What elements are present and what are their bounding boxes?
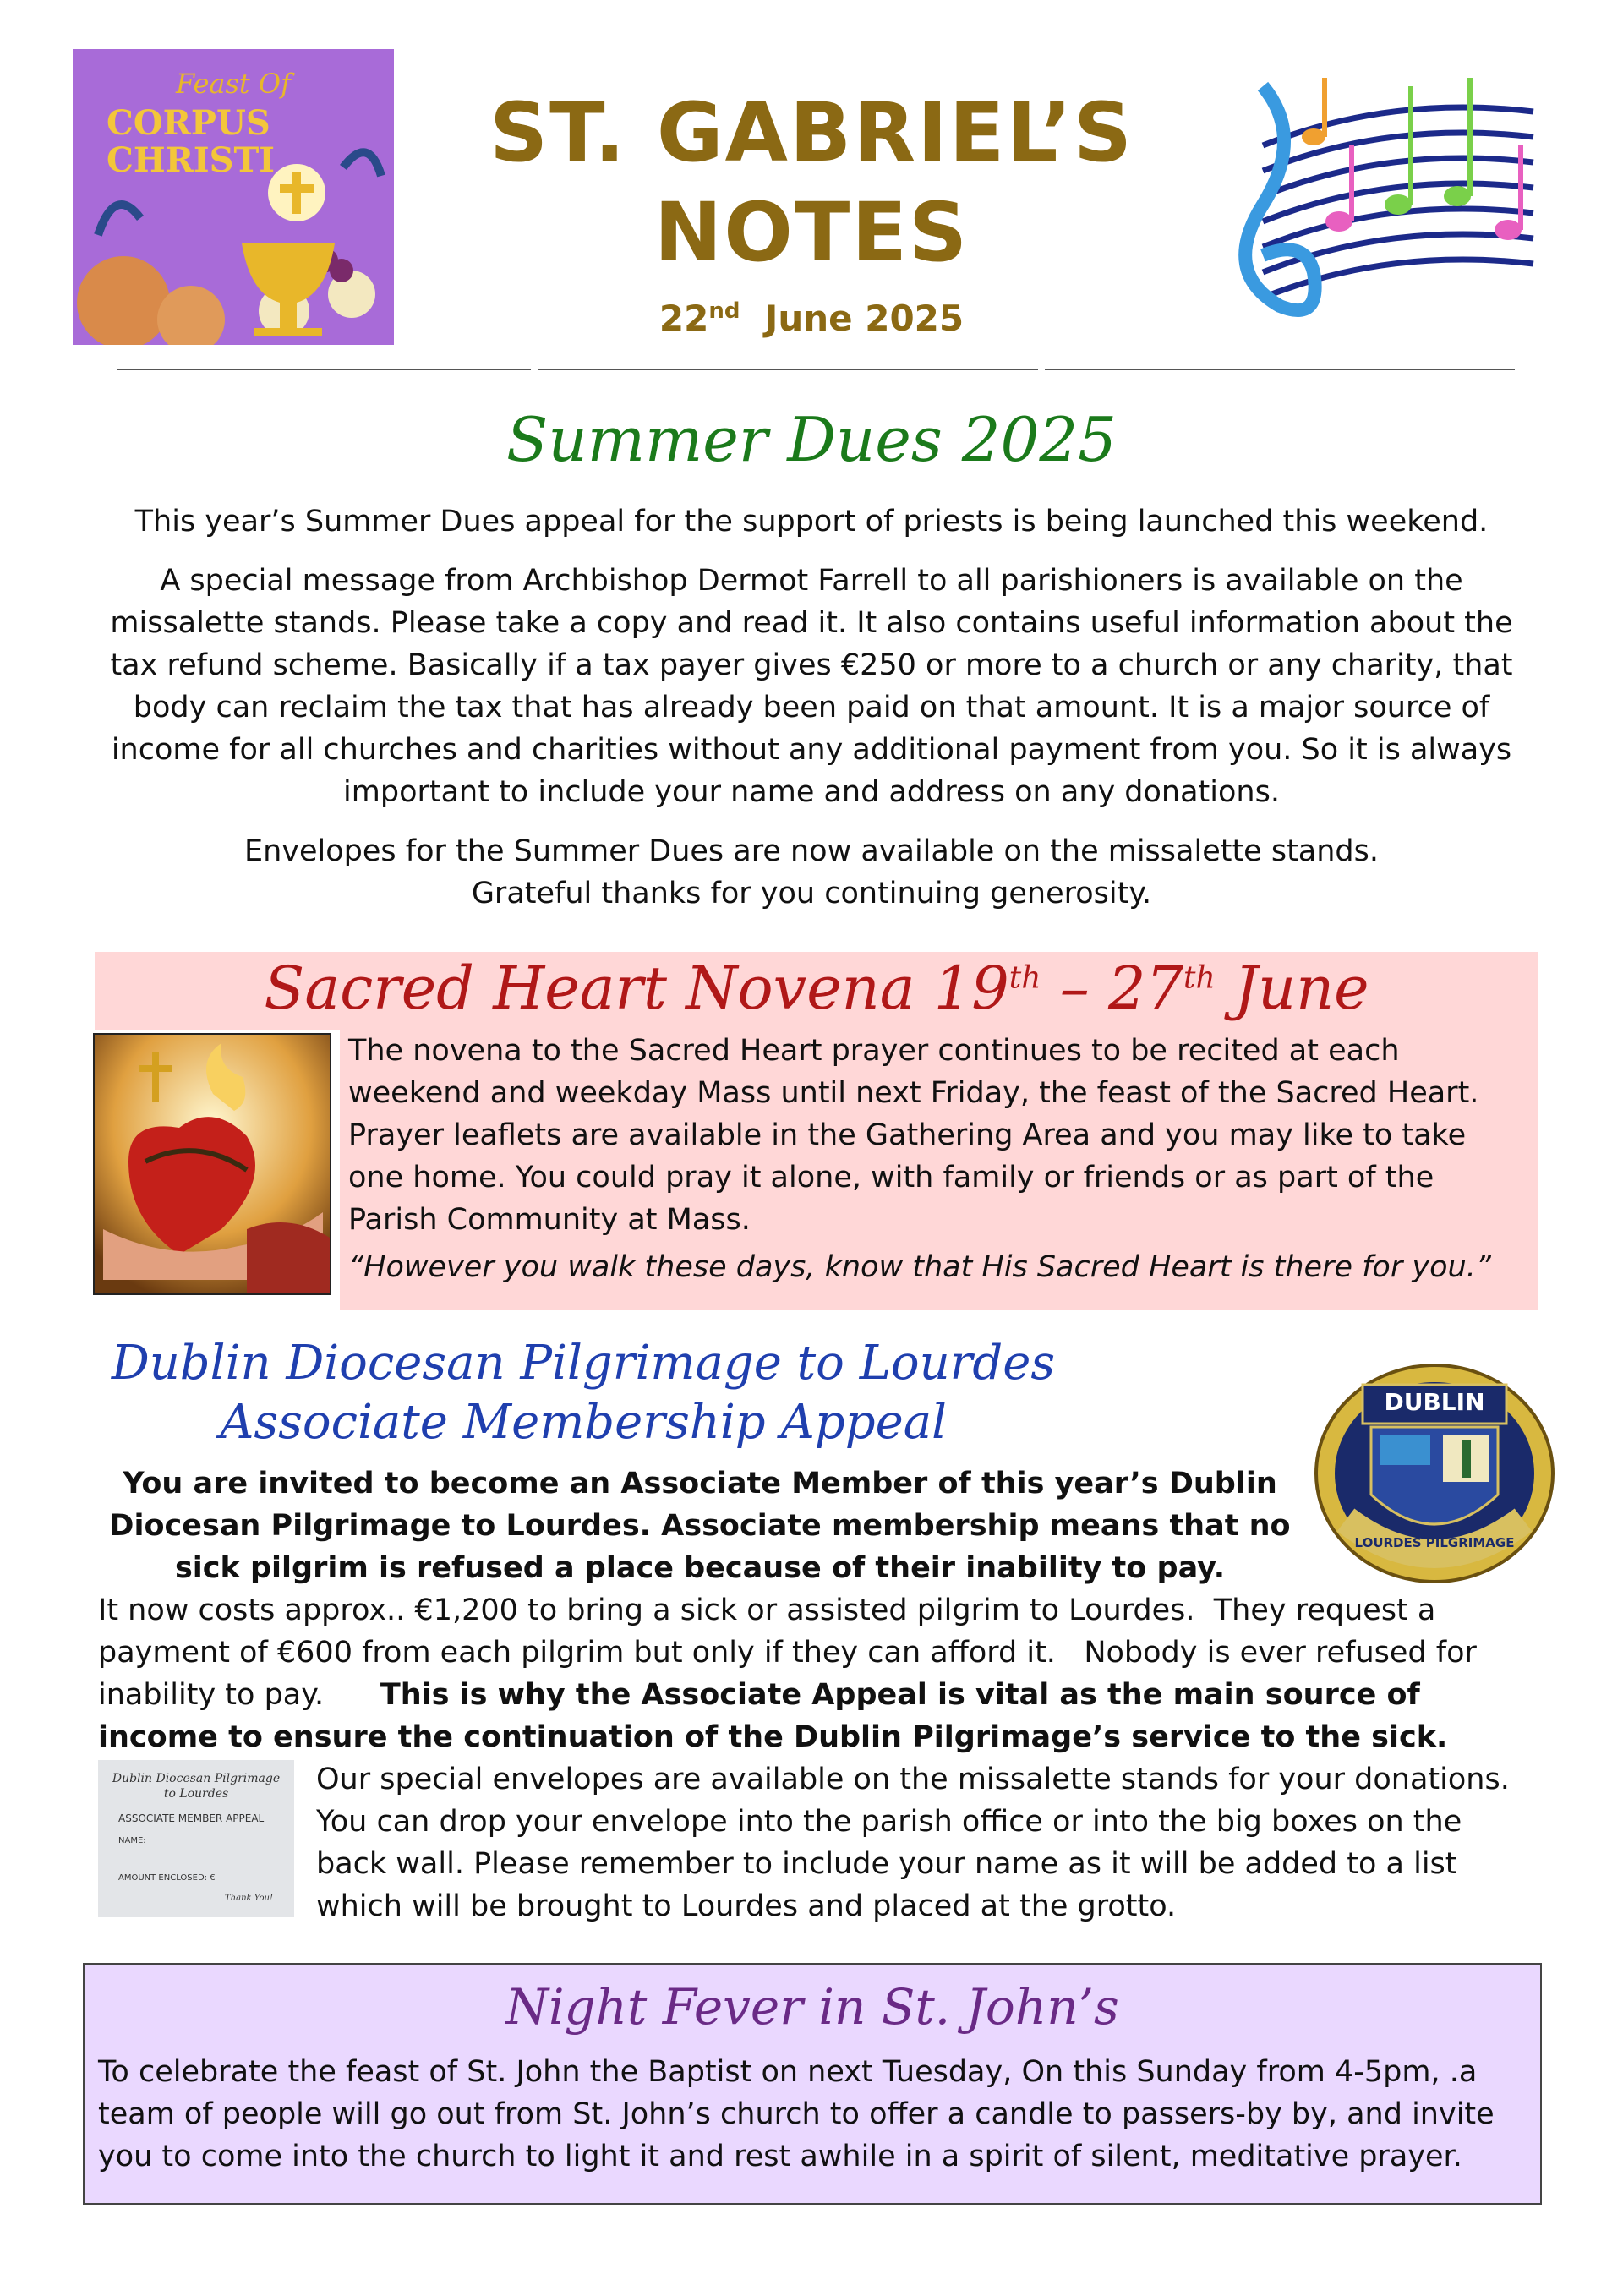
- envelope-line-1: Dublin Diocesan Pilgrimage: [112, 1772, 281, 1785]
- sacred-heart-image: [93, 1033, 331, 1295]
- envelope-line-3: ASSOCIATE MEMBER APPEAL: [118, 1812, 265, 1824]
- page-title: [440, 83, 1183, 282]
- sacred-heart-text: The novena to the Sacred Heart prayer continues to be recited at each weekend and weekday Mass until next Friday, the feast of the Sacred Heart. Prayer leaflets are available in the Gathering Area and you may like to take one home. You could pray it alone, with family or friends or as part of the Parish Community at Mass.: [348, 1034, 1479, 1237]
- summer-dues-message: A special message from Archbishop Dermot Farrell to all parishioners is available on the missalette stands. Please take a copy and read it. It also contains useful information about the tax refund scheme. Basically if a tax payer gives €250 or more to a church or any charity, that body can reclaim the tax that has already been paid on that amount. It is a major source of income for all churches and charities without any additional payment from you. So it is always important to include your name and address on any donations.: [110, 564, 1513, 809]
- sacred-title-b: – 27: [1041, 954, 1184, 1023]
- music-notes-icon: [1204, 52, 1542, 340]
- night-fever-heading: Night Fever in St. John’s: [505, 1978, 1119, 2036]
- lourdes-costs-text: It now costs approx.. €1,200 to bring a sick or assisted pilgrim to Lourdes. They request a payment of €600 from each pilgrim but only if they can afford it. Nobody is ever refused for inability to pay.: [98, 1594, 1487, 1712]
- sacred-title-sup2: th: [1183, 960, 1216, 996]
- logo-text-feast: Feast Of: [176, 68, 291, 100]
- envelope-line-6: Thank You!: [225, 1894, 273, 1903]
- lourdes-pilgrimage-badge: [1312, 1359, 1557, 1588]
- title-line-2: NOTES: [653, 185, 970, 280]
- sacred-heart-quote: “However you walk these days, know that His Sacred Heart is there for you.”: [348, 1250, 1491, 1284]
- summer-dues-heading: Summer Dues 2025: [506, 404, 1117, 475]
- summer-dues-intro: This year’s Summer Dues appeal for the support of priests is being launched this weekend.: [134, 505, 1489, 538]
- header-rule-middle: [538, 369, 1038, 370]
- lourdes-costs-bold: This is why the Associate Appeal is vital as the main source of income to ensure the continuation of the Dublin Pilgrimage’s service to the sick.: [98, 1678, 1448, 1754]
- corpus-christi-logo: [73, 49, 394, 345]
- logo-text-corpus: CORPUS: [107, 103, 270, 143]
- issue-date: [524, 298, 1099, 339]
- logo-text-christi: CHRISTI: [107, 140, 275, 180]
- lourdes-heading-line2: Associate Membership Appeal: [219, 1395, 947, 1450]
- header-rule-left: [117, 369, 531, 370]
- sacred-title-a: Sacred Heart Novena 19: [264, 954, 1009, 1023]
- badge-bottom-text: LOURDES PILGRIMAGE: [1354, 1535, 1515, 1550]
- title-line-1: ST. GABRIEL’S: [489, 85, 1134, 180]
- date-suffix: nd: [708, 298, 740, 324]
- lourdes-costs: [98, 1589, 1535, 1758]
- thanks-line: Grateful thanks for you continuing generosity.: [471, 877, 1152, 910]
- badge-top-text: DUBLIN: [1384, 1388, 1485, 1416]
- sacred-title-sup1: th: [1008, 960, 1041, 996]
- summer-dues-envelopes: [93, 830, 1530, 915]
- envelopes-line: Envelopes for the Summer Dues are now available on the missalette stands.: [244, 834, 1379, 868]
- lourdes-envelopes: Our special envelopes are available on the missalette stands for your donations. You can drop your envelope into the parish office or into the big boxes on the back wall. Please remember to include your name as it will be added to a list which will be brought to Lourdes and placed at the grotto.: [316, 1763, 1510, 1923]
- lourdes-heading-line1: Dublin Diocesan Pilgrimage to Lourdes: [111, 1336, 1056, 1391]
- envelope-line-4: NAME:: [118, 1836, 146, 1845]
- lourdes-invitation: You are invited to become an Associate Member of this year’s Dublin Diocesan Pilgrimage to Lourdes. Associate membership means that no sick pilgrim is refused a place because of their inability to pay.: [109, 1467, 1291, 1585]
- header-rule-right: [1045, 369, 1515, 370]
- sacred-title-c: June: [1215, 954, 1369, 1023]
- night-fever-text: To celebrate the feast of St. John the Baptist on next Tuesday, On this Sunday from 4-5pm, .a team of people will go out from St. John’s church to offer a candle to passers-by by, and invite you to come into the church to light it and rest awhile in a spirit of silent, meditative prayer.: [98, 2055, 1495, 2173]
- date-rest: June 2025: [764, 298, 965, 339]
- envelope-line-5: AMOUNT ENCLOSED: €: [118, 1873, 216, 1883]
- date-day: 22: [658, 298, 709, 339]
- sacred-heart-heading: [95, 954, 1538, 1023]
- associate-envelope-image: [98, 1760, 294, 1917]
- envelope-line-2: to Lourdes: [163, 1787, 229, 1801]
